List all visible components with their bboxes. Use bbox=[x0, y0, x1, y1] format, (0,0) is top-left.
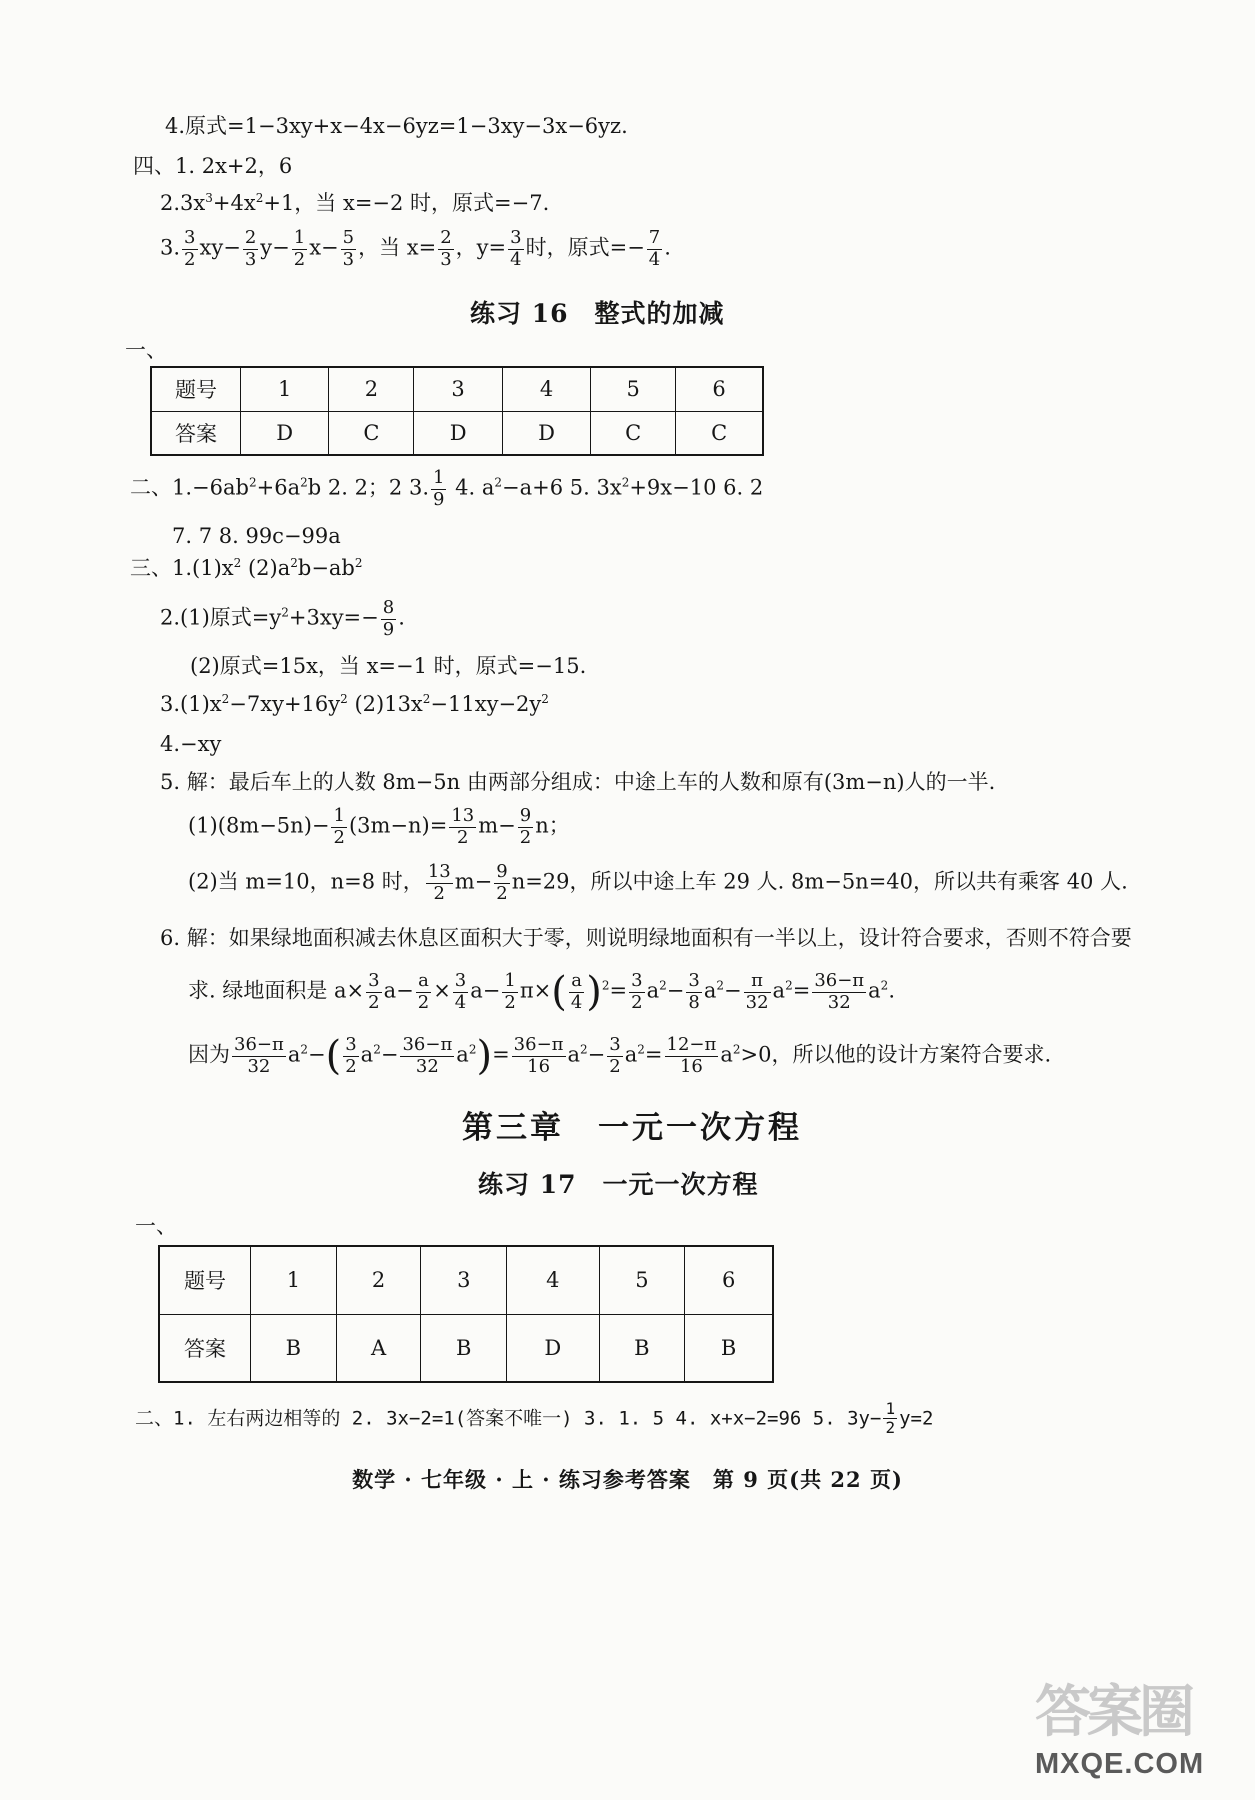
answer-line: 6. 解：如果绿地面积减去休息区面积大于零，则说明绿地面积有一半以上，设计符合要求，否则不符合要 bbox=[160, 926, 1132, 950]
fraction: $\frac{3}{2}$ bbox=[368, 969, 380, 1013]
answer-line: 4.−xy bbox=[160, 732, 222, 756]
table-cell: C bbox=[676, 411, 763, 455]
answer-line: (2)当 m=10，n=8 时， $\frac{13}{2}$ m− $\frac{9}{2}$ n=29，所以中途上车 29 人. 8m−5n=40，所以共有乘客 40 人. bbox=[188, 861, 1128, 904]
answer-line: 3. $\frac{3}{2}$ xy− $\frac{2}{3}$ y− $\frac{1}{2}$ x− $\frac{5}{3}$ ，当 x= $\frac{2}{3}$ ，y= $\frac{3}{4}$ 时，原式=− $\frac{7}{4}$ . bbox=[160, 227, 671, 270]
fraction: $\frac{13}{2}$ bbox=[451, 805, 475, 848]
table-header: 题号 bbox=[151, 367, 241, 411]
section-heading: 练习 16 整式的加减 bbox=[470, 299, 725, 328]
table-cell: 4 bbox=[507, 1246, 599, 1314]
fraction: $\frac{1}{2}$ bbox=[333, 805, 345, 848]
fraction: $\frac{3}{2}$ bbox=[609, 1033, 621, 1077]
fraction: $\frac{7}{4}$ bbox=[648, 227, 661, 270]
table-cell: 2 bbox=[329, 367, 414, 411]
table-cell: 1 bbox=[241, 367, 329, 411]
answer-table bbox=[158, 1245, 774, 1383]
fraction: $\frac{8}{9}$ bbox=[382, 597, 395, 640]
table-cell: C bbox=[329, 411, 414, 455]
table-cell: B bbox=[421, 1314, 507, 1382]
watermark bbox=[1035, 1668, 1225, 1788]
fraction: $\frac{a}{4}$ bbox=[570, 969, 583, 1013]
table-header: 题号 bbox=[159, 1246, 251, 1314]
table-cell: 1 bbox=[251, 1246, 337, 1314]
fraction: $\frac{36-\pi}{16}$ bbox=[513, 1033, 564, 1077]
table-cell: D bbox=[241, 411, 329, 455]
watermark-url: MXQE.COM bbox=[1035, 1748, 1205, 1780]
answer-line: 2.(1)原式$=y^2+3xy=-$ $\frac{8}{9}$ . bbox=[160, 597, 405, 640]
table-cell: 4 bbox=[502, 367, 590, 411]
fraction: $\frac{1}{2}$ bbox=[293, 227, 306, 270]
answer-line: 四、1. 2x+2，6 bbox=[133, 154, 293, 178]
fraction: $\frac{3}{8}$ bbox=[688, 969, 700, 1013]
fraction: $\frac{2}{3}$ bbox=[244, 227, 257, 270]
answer-line: $3.(1)x^2-7xy+16y^2$ $(2)13x^2-11xy-2y^2$ bbox=[160, 692, 549, 716]
answer-line: 求. 绿地面积是 a× $\frac{3}{2}$ a− $\frac{a}{2}$ × $\frac{3}{4}$ a− $\frac{1}{2}$ π×( $\frac{a}{4}$ )$^2$= $\frac{3}{2}$ $a^2-$ $\frac{3}{8}$ $a^2-$ $\frac{\pi}{32}$ $a^2=$ $\frac{36-\pi}{32}$ $a^2$. bbox=[188, 969, 895, 1015]
answer-line: 7. 7 8. 99c−99a bbox=[172, 524, 341, 548]
table-cell: 6 bbox=[676, 367, 763, 411]
fraction: $\frac{2}{3}$ bbox=[440, 227, 452, 270]
table-header: 答案 bbox=[151, 411, 241, 455]
part-label: 一、 bbox=[135, 1214, 177, 1238]
table-cell: C bbox=[591, 411, 676, 455]
table-cell: 2 bbox=[336, 1246, 421, 1314]
fraction: $\frac{9}{2}$ bbox=[496, 861, 508, 904]
answer-line: $2.3x^3+4x^2+1$，当 x=−2 时，原式=−7. bbox=[160, 191, 550, 215]
answer-line: 二、$1.-6ab^2+6a^2b$ 2. 2；2 3. $\frac{1}{9}$ 4. $a^2-a+6$ 5. $3x^2+9x-10$ 6. 2 bbox=[130, 467, 764, 510]
fraction: $\frac{1}{2}$ bbox=[885, 1399, 896, 1438]
fraction: $\frac{3}{4}$ bbox=[510, 227, 522, 270]
answer-line: (2)原式=15x，当 x=−1 时，原式=−15. bbox=[190, 654, 587, 678]
section-heading: 练习 17 一元一次方程 bbox=[478, 1170, 759, 1199]
answer-line: 4.原式=1−3xy+x−4x−6yz=1−3xy−3x−6yz. bbox=[165, 114, 628, 138]
fraction: $\frac{5}{3}$ bbox=[342, 227, 355, 270]
fraction: $\frac{12-\pi}{16}$ bbox=[666, 1033, 717, 1077]
fraction: $\frac{36-\pi}{32}$ bbox=[402, 1033, 453, 1077]
table-cell: B bbox=[251, 1314, 337, 1382]
answer-line: 三、$1.(1)x^2$ $(2)a^2b-ab^2$ bbox=[130, 556, 363, 580]
fraction: $\frac{36-\pi}{32}$ bbox=[234, 1033, 284, 1077]
fraction: $\frac{36-\pi}{32}$ bbox=[814, 969, 865, 1013]
fraction: $\frac{3}{2}$ bbox=[631, 969, 643, 1013]
table-cell: B bbox=[685, 1314, 773, 1382]
fraction: $\frac{3}{4}$ bbox=[454, 969, 467, 1013]
fraction: $\frac{1}{9}$ bbox=[433, 467, 445, 510]
fraction: $\frac{3}{2}$ bbox=[184, 227, 196, 270]
answer-line: 二、1. 左右两边相等的 2. 3x−2=1(答案不唯一) 3. 1. 5 4. x+x−2=96 5. 3y− $\frac{1}{2}$ y=2 bbox=[135, 1399, 934, 1438]
fraction: $\frac{13}{2}$ bbox=[427, 861, 451, 904]
table-cell: 5 bbox=[591, 367, 676, 411]
fraction: $\frac{a}{2}$ bbox=[417, 969, 430, 1013]
table-cell: 3 bbox=[421, 1246, 507, 1314]
fraction: $\frac{1}{2}$ bbox=[504, 969, 516, 1013]
table-cell: D bbox=[414, 411, 502, 455]
fraction: $\frac{3}{2}$ bbox=[345, 1033, 357, 1077]
answer-line: 因为 $\frac{36-\pi}{32}$ $a^2-$( $\frac{3}{2}$ $a^2-$ $\frac{36-\pi}{32}$ $a^2)=$ $\frac{36-\pi}{16}$ $a^2-$ $\frac{3}{2}$ $a^2=$ $\frac{12-\pi}{16}$ $a^2>0$，所以他的设计方案符合要求. bbox=[188, 1033, 1052, 1079]
table-cell: 3 bbox=[414, 367, 502, 411]
fraction: $\frac{\pi}{32}$ bbox=[745, 969, 769, 1013]
table-cell: 5 bbox=[599, 1246, 685, 1314]
fraction: $\frac{9}{2}$ bbox=[519, 805, 532, 848]
part-label: 一、 bbox=[125, 338, 167, 362]
answer-line: 5. 解：最后车上的人数 8m−5n 由两部分组成：中途上车的人数和原有(3m−n)人的一半. bbox=[160, 770, 996, 794]
table-cell: D bbox=[502, 411, 590, 455]
table-header: 答案 bbox=[159, 1314, 251, 1382]
watermark-logo: 答案圈 bbox=[1035, 1679, 1191, 1745]
table-cell: A bbox=[336, 1314, 421, 1382]
table-cell: 6 bbox=[685, 1246, 773, 1314]
answer-table bbox=[150, 366, 764, 456]
table-cell: B bbox=[599, 1314, 685, 1382]
chapter-title: 第三章 一元一次方程 bbox=[462, 1110, 802, 1146]
page-footer: 数学 · 七年级 · 上 · 练习参考答案 第 9 页(共 22 页) bbox=[352, 1467, 903, 1492]
table-cell: D bbox=[507, 1314, 599, 1382]
answer-line: (1)(8m−5n)− $\frac{1}{2}$ (3m−n)= $\frac{13}{2}$ m− $\frac{9}{2}$ n； bbox=[188, 805, 570, 848]
